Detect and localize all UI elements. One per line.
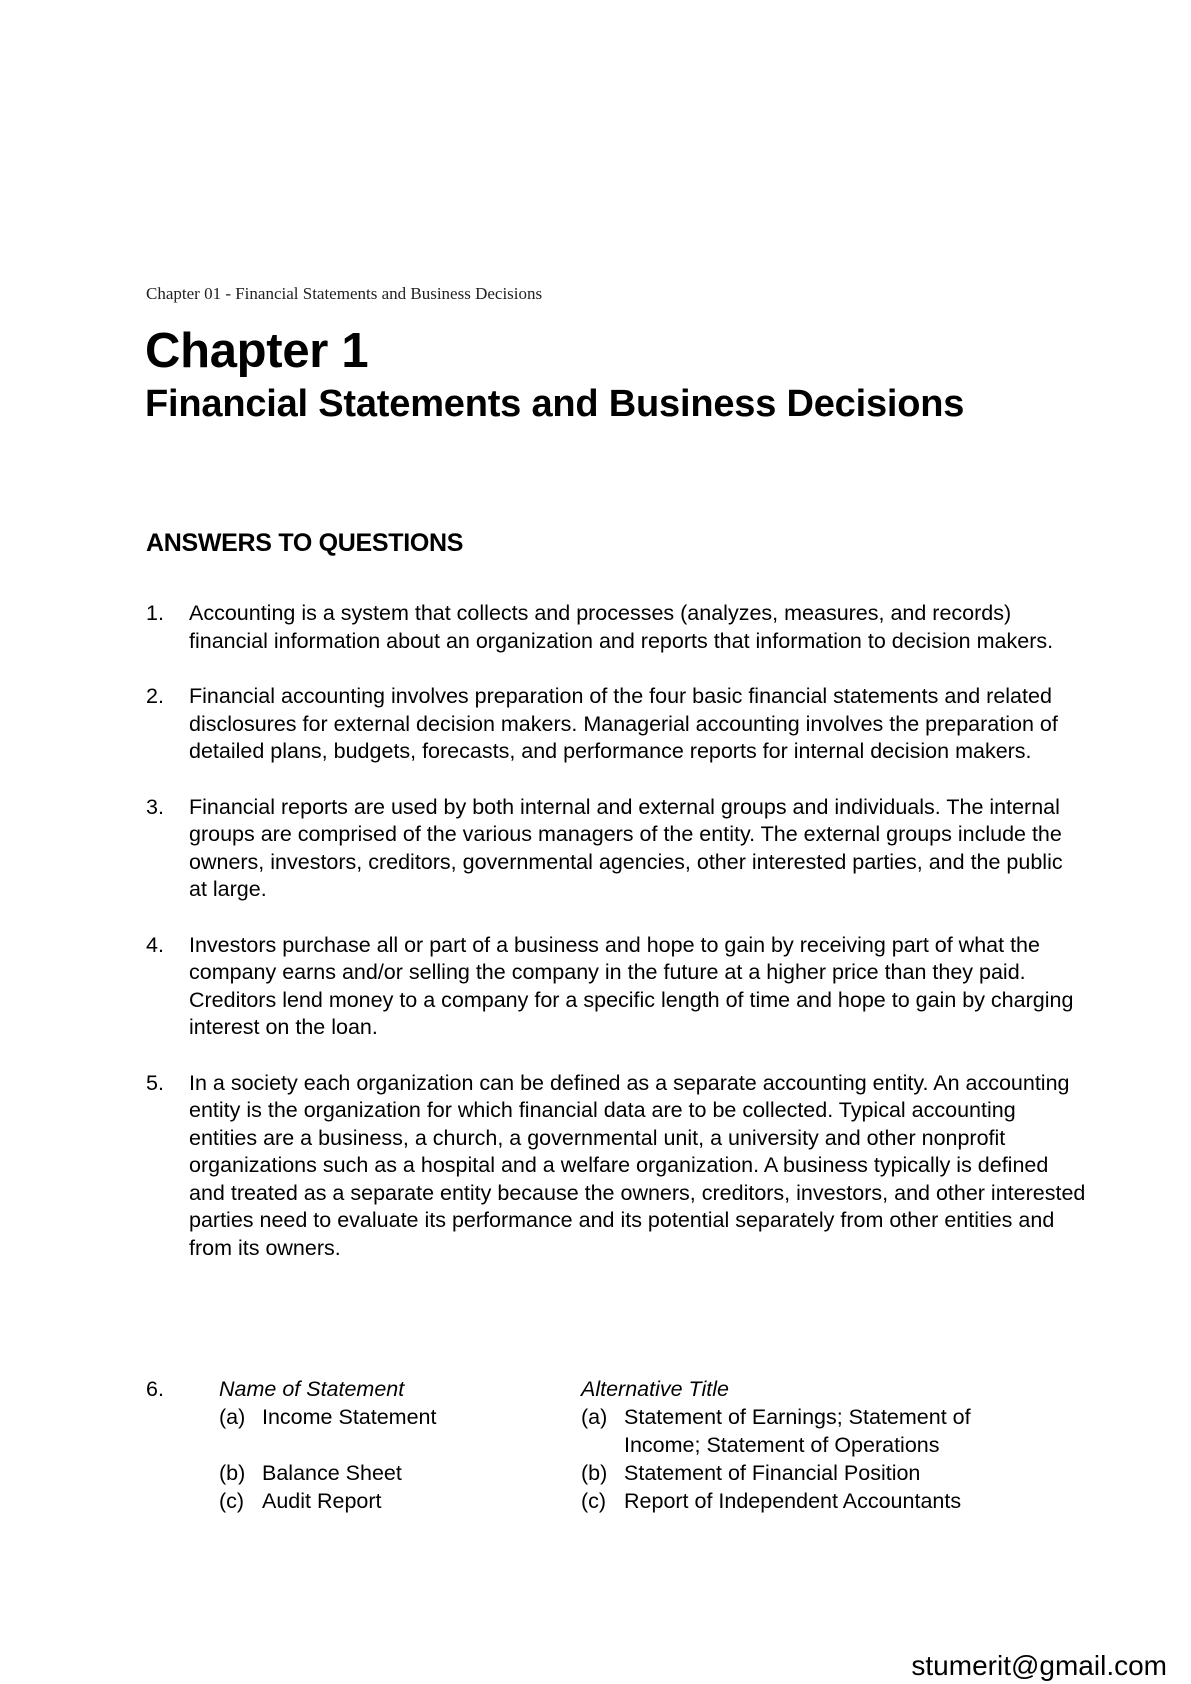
statement-row [219,1459,559,1487]
statement-row [219,1403,559,1431]
answer-item [146,600,1086,655]
chapter-number: Chapter 1 [145,324,369,378]
row-label: (a) [219,1405,246,1429]
chapter-title: Financial Statements and Business Decisions [145,383,965,425]
answer-item [146,1070,1086,1263]
answer-text: Financial accounting involves preparation of the four basic financial statements and related disclosures for external decision makers. Managerial accounting involves the preparation of detailed plans, budgets, forecasts, and performance reports for internal decision makers. [189,684,1058,763]
answer-text: In a society each organization can be defined as a separate accounting entity. An accounting entity is the organization for which financial data are to be collected. Typical accounting entities are a business, a church, a governmental unit, a university and other nonprofit organizations such as a hospital and a welfare organization. A business typically is defined and treated as a separate entity because the owners, creditors, investors, and other interested parties need to evaluate its performance and its potential separately from other entities and from its owners. [189,1070,1086,1260]
answer-text: Investors purchase all or part of a business and hope to gain by receiving part of what the company earns and/or selling the company in the future at a higher price than they paid. Creditors lend money to a company for a specific length of time and hope to gain by charging interest on the loan. [189,932,1074,1039]
column-heading-name: Name of Statement [219,1377,405,1401]
alternative-row [581,1487,1031,1515]
row-label: (c) [219,1489,245,1513]
section-heading: ANSWERS TO QUESTIONS [146,529,464,557]
answer-number: 6. [146,1377,164,1401]
statement-name: Income Statement [262,1405,437,1429]
alternative-title: Report of Independent Accountants [624,1489,962,1513]
statement-name-column [219,1375,559,1515]
answer-number: 4. [146,932,164,957]
answer-text: Accounting is a system that collects and processes (analyzes, measures, and records) financial information about an organization and reports that information to decision makers. [189,601,1054,653]
row-label: (c) [581,1489,607,1513]
statement-name: Balance Sheet [262,1461,402,1485]
alternative-row [581,1403,1031,1459]
row-label: (a) [581,1405,608,1429]
statement-row [219,1487,559,1515]
row-label: (b) [581,1461,608,1485]
answer-item [146,932,1086,1042]
answer-number: 1. [146,601,164,625]
answer-number: 3. [146,794,164,819]
alternative-row [581,1459,1031,1487]
row-label: (b) [219,1461,246,1485]
statement-name: Audit Report [262,1489,382,1513]
answer-number: 5. [146,1070,164,1095]
answer-item [146,683,1086,766]
answer-text: Financial reports are used by both internal and external groups and individuals. The internal groups are comprised of the various managers of the entity. The external groups include the owners, investors, creditors, governmental agencies, other interested parties, and the public at large. [189,794,1063,901]
column-heading-alternative: Alternative Title [581,1377,729,1401]
alternative-title-column [581,1375,1031,1515]
footer-email: stumerit@gmail.com [911,1650,1167,1681]
alternative-title: Statement of Financial Position [624,1461,921,1485]
answer-number: 2. [146,684,164,708]
alternative-title: Statement of Earnings; Statement of Income; Statement of Operations [624,1405,971,1457]
answer-item [146,794,1086,904]
answers-list [146,600,1086,1290]
running-header: Chapter 01 - Financial Statements and Business Decisions [146,284,543,303]
